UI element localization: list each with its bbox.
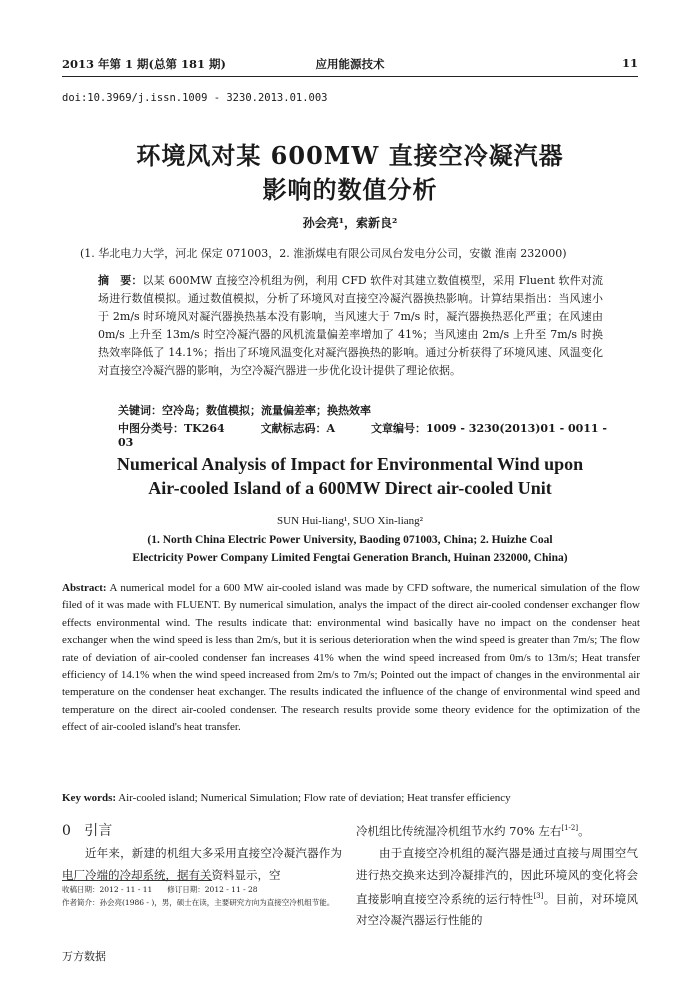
title-cn-line-1: 环境风对某 600MW 直接空冷凝汽器 [136,141,564,170]
affiliation-cn: (1. 华北电力大学，河北 保定 071003，2. 淮浙煤电有限公司凤台发电分公司，安徽 淮南 232000) [80,247,567,260]
authors-en: SUN Hui-liang¹, SUO Xin-liang² [277,515,423,527]
authors-cn: 孙会亮¹，索新良² [302,216,398,230]
body-right-2-end: 。目前，对环境风对空冷凝汽器运行性能的 [356,891,639,928]
keywords-en-label: Key words: [62,792,117,804]
keywords-en [62,792,640,804]
title-en-line-2: Air-cooled Island of a 600MW Direct air-cooled Unit [148,478,552,498]
clc-number: 中图分类号：TK264 [118,422,225,435]
page-number: 11 [621,56,638,70]
footnote-received: 收稿日期：2012 - 11 - 11 修订日期：2012 - 11 - 28 [62,885,258,894]
body-right-paragraph-1 [356,818,638,842]
section-heading [62,820,112,840]
keywords-en-text: Air-cooled island; Numerical Simulation; Flow rate of deviation; Heat transfer efficiency [118,792,511,804]
citation-3: [3] [533,892,544,900]
abstract-cn-text: 以某 600MW 直接空冷机组为例，利用 CFD 软件对其建立数值模型，采用 Fluent 软件对流场进行数值模拟。通过数值模拟，分析了环境风对直接空冷凝汽器换热影响。计算结果指出：当风速小于 2m/s 时环境风对凝汽器换热基本没有影响，当风速大于 7m/s 时，凝汽器换热恶化严重；在风速由 0m/s 上升至 13m/s 时空冷凝汽器的风机流量偏差率增加了 41%；当风速由 2m/s 上升至 7m/s 时换热效率降低了 14.1%；指出了环境风温变化对凝汽器换热的影响。通过分析获得了环境风速、风温变化对直接空冷凝汽器的影响，为空冷凝汽器进一步优化设计提供了理论依据。 [98,274,603,377]
keywords-cn: 关键词：空冷岛；数值模拟；流量偏差率；换热效率 [118,404,371,417]
title-en-line-1: Numerical Analysis of Impact for Environmental Wind upon [116,454,584,474]
body-right-1-end: 。 [578,823,590,838]
body-right-1-text: 冷机组比传统湿冷机组节水约 70% 左右 [356,823,562,838]
running-header [62,56,638,74]
journal-name: 应用能源技术 [315,57,385,71]
abstract-cn [98,272,603,380]
abstract-en-text: A numerical model for a 600 MW air-cooled island was made by CFD software, the numerical simulation of the flow filed of it was made with FLUENT. By numerical simulation, analys the impact of the direct air-cooled condenser exchanger flow effects environmental wind. The results indicate that: environmental wind basically have no impact on the condenser heat exchanger when the wind speed is less than 2m/s, but it is serious deterioration when the wind speed is greater than 7m/s; The flow rate of deviation of air-cooled condenser fan increases 41% when the wind speed increased from 0m/s to 13m/s; Heat transfer efficiency of 14.1% when the wind speed increased from 2m/s to 7m/s; Pointed out the impact of changes in the environmental air temperature on the condenser heat exchanger. The results indicated the influence of the change of environmental wind speed and temperature on the direct air-cooled condenser. The research results provide some theory evidence for the optimization of the effect of air-cooled island's heat transfer. [62,582,640,734]
classification-line [118,420,618,449]
title-cn-line-2: 影响的数值分析 [262,175,438,204]
body-left-paragraph: 近年来，新建的机组大多采用直接空冷凝汽器作为电厂冷端的冷却系统，据有关资料显示，空 [62,846,342,882]
body-right-paragraph-2 [356,843,638,932]
footer-watermark: 万方数据 [62,950,106,963]
abstract-cn-label: 摘 要： [98,274,143,287]
document-code: 文献标志码：A [260,422,336,435]
footnote-author: 作者简介：孙会亮(1986 - )，男，硕士在读，主要研究方向为直接空冷机组节能。 [62,898,335,907]
citation-1-2: [1-2] [561,824,579,832]
doi: doi:10.3969/j.issn.1009 - 3230.2013.01.003 [62,92,328,104]
footnote-rule [62,880,212,881]
abstract-en [62,580,640,737]
section-title: 引言 [84,823,113,839]
section-number: 0 [62,823,71,839]
abstract-en-label: Abstract: [62,582,107,594]
issue-info: 2013 年第 1 期(总第 181 期) [62,57,226,71]
affiliation-en-line-2: Electricity Power Company Limited Fengtai Generation Branch, Huinan 232000, China) [132,552,568,564]
affiliation-en-line-1: (1. North China Electric Power University, Baoding 071003, China; 2. Huizhe Coal [147,534,553,546]
article-number: 文章编号：1009 - 3230(2013)01 - 0011 - 03 [118,422,607,449]
header-rule [62,76,638,77]
body-right-2-text: 由于直接空冷机组的凝汽器是通过直接与周围空气进行热交换来达到冷凝排汽的，因此环境风的变化将会直接影响直接空冷系统的运行特性 [356,846,638,906]
